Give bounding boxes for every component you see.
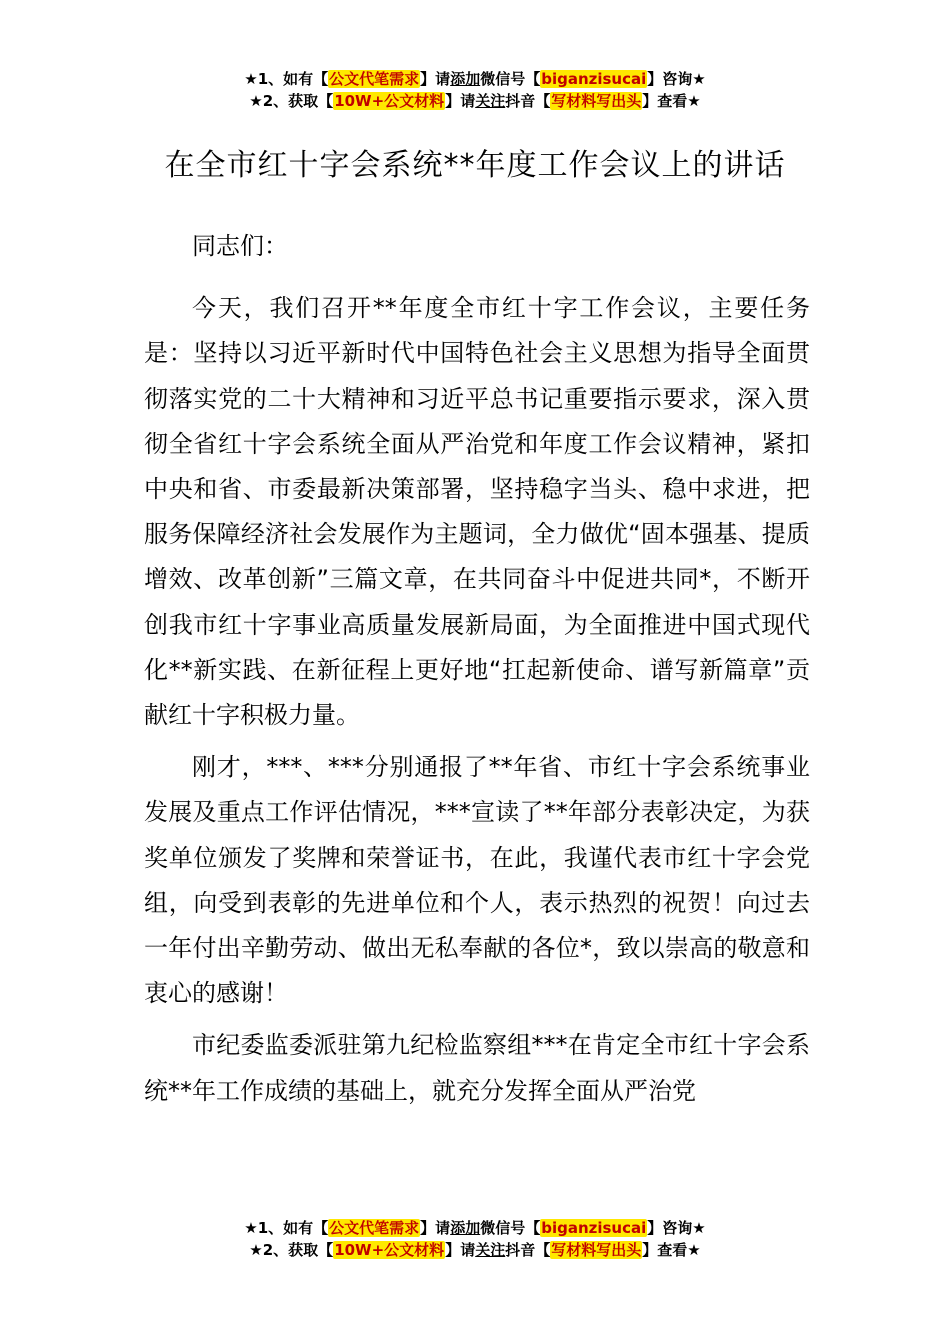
banner-text: 】请 <box>420 1219 451 1237</box>
highlight-tag: 10W+公文材料 <box>334 92 445 110</box>
body-paragraph: 今天，我们召开**年度全市红十字工作会议，主要任务是：坚持以习近平新时代中国特色社会主义思想为指导全面贯彻落实党的二十大精神和习近平总书记重要指示要求，深入贯彻全省红十字会系统全面从严治党和年度工作会议精神，紧扣中央和省、市委最新决策部署，坚持稳字当头、稳中求进，把服务保障经济社会发展作为主题词，全力做优“固本强基、提质增效、改革创新”三篇文章，在共同奋斗中促进共同*，不断开创我市红十字事业高质量发展新局面，为全面推进中国式现代化**新实践、在新征程上更好地“扛起新使命、谱写新篇章”贡献红十字积极力量。 <box>144 294 810 730</box>
body-paragraph: 市纪委监委派驻第九纪检监察组***在肯定全市红十字会系统**年工作成绩的基础上，就充分发挥全面从严治党 <box>144 1031 810 1105</box>
document-title: 在全市红十字会系统**年度工作会议上的讲话 <box>164 148 786 184</box>
banner-line-1 <box>0 68 950 90</box>
document-body <box>144 224 810 1120</box>
banner-text: 微信号【 <box>480 70 541 88</box>
header-banner <box>0 68 950 112</box>
banner-text: 】请 <box>445 92 476 110</box>
banner-text: 】咨询★ <box>647 1219 706 1237</box>
wechat-id-highlight: biganzisucai <box>541 1219 647 1237</box>
highlight-tag: 10W+公文材料 <box>334 1241 445 1259</box>
banner-text: 】查看★ <box>642 1241 701 1259</box>
underlined-text: 关注 <box>475 92 506 110</box>
banner-text: 】请 <box>420 70 451 88</box>
douyin-highlight: 写材料写出头 <box>551 1241 642 1259</box>
banner-line-1 <box>0 1217 950 1239</box>
banner-text: ★1、如有【 <box>244 70 329 88</box>
footer-banner <box>0 1217 950 1261</box>
underlined-text: 关注 <box>475 1241 506 1259</box>
banner-line-2 <box>0 90 950 112</box>
banner-text: ★2、获取【 <box>249 1241 334 1259</box>
underlined-text: 添加 <box>450 70 481 88</box>
banner-text: 微信号【 <box>480 1219 541 1237</box>
wechat-id-highlight: biganzisucai <box>541 70 647 88</box>
banner-line-2 <box>0 1239 950 1261</box>
douyin-highlight: 写材料写出头 <box>551 92 642 110</box>
banner-text: 】查看★ <box>642 92 701 110</box>
body-paragraph: 刚才，***、***分别通报了**年省、市红十字会系统事业发展及重点工作评估情况，***宣读了**年部分表彰决定，为获奖单位颁发了奖牌和荣誉证书，在此，我谨代表市红十字会党组，向受到表彰的先进单位和个人，表示热烈的祝贺！向过去一年付出辛勤劳动、做出无私奉献的各位*，致以崇高的敬意和衷心的感谢！ <box>144 753 810 1008</box>
greeting: 同志们： <box>192 232 288 260</box>
banner-text: 】请 <box>445 1241 476 1259</box>
highlight-tag: 公文代笔需求 <box>329 1219 420 1237</box>
banner-text: ★1、如有【 <box>244 1219 329 1237</box>
banner-text: 抖音【 <box>505 92 551 110</box>
highlight-tag: 公文代笔需求 <box>329 70 420 88</box>
banner-text: 抖音【 <box>505 1241 551 1259</box>
banner-text: ★2、获取【 <box>249 92 334 110</box>
underlined-text: 添加 <box>450 1219 481 1237</box>
banner-text: 】咨询★ <box>647 70 706 88</box>
